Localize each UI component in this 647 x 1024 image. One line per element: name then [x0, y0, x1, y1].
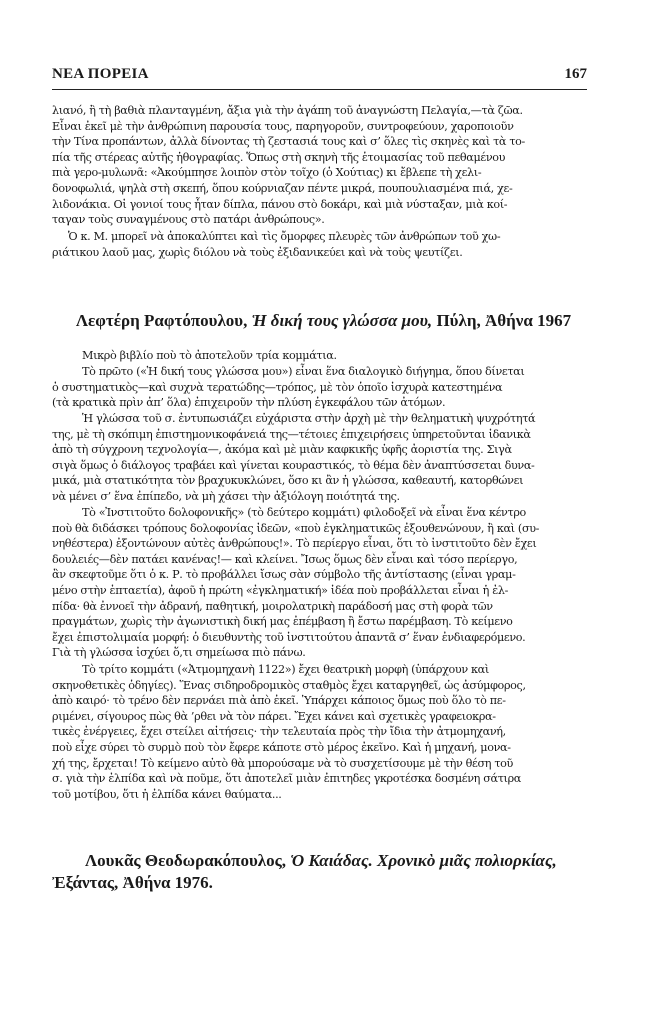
page-header [52, 66, 587, 86]
review-1-book-title: Ἡ δική τους γλώσσα μου, [251, 311, 433, 330]
review-1-paragraph-4: Τὸ «Ἰνστιτοῦτο δολοφονικῆς» (τὸ δεύτερο κομμάτι) φιλοδοξεῖ νὰ εἶναι ἕνα κέντρο ποὺ θὰ διδάσκει τρόπους δολοφονίας ἰδεῶν, «ποὺ ἐγκληματικῶς ἐξουθενώνουν, ἢ καὶ (συ- νηθέστερα) ἐξοντώνουν αὐτὲς ἀνθρώπους!». Τὸ περίεργο εἶναι, ὅτι τὸ ἰνστιτοῦτο δὲν ἔχει δουλειές—δὲν πατάει κανένας!— καὶ κλείνει. Ἴσως ὅμως δὲν εἶναι καὶ τόσο περίεργο, ἂν σκεφτοῦμε ὅτι ὁ κ. Ρ. τὸ προβάλλει ἴσως σὰν σύμβολο τῆς ἀντίστασης (εἶναι γραμ- μένο στὴν ἑπταετία), ἀφοῦ ἡ πρώτη «ἐγκληματική» ἰδέα ποὺ προβάλλεται εἶναι ἡ ἐλ- πίδα· θὰ ἐννοεῖ τὴν ἀδρανή, παθητική, μοιρολατρικὴ παράδοσή μας στὴ φορὰ τῶν πραγμάτων, χωρὶς τὴν ἀγωνιστικὴ δική μας ἐπέμβαση ἢ ἔστω παρέμβαση. Τὸ κείμενο ἔχει ἐπιστολιμαία μορφή: ὁ διευθυντὴς τοῦ ἰνστιτούτου ἀπαντᾶ σ’ ἕναν ἐνδιαφερόμενο. Γιὰ τὴ γλώσσα ἰσχύει ὅ,τι σημείωσα πιὸ πάνω. [52, 506, 540, 660]
review-1-paragraph-1: Μικρὸ βιβλίο ποὺ τὸ ἀποτελοῦν τρία κομμάτια. [82, 349, 337, 362]
continuation-paragraph-1: λιανό, ἢ τὴ βαθιὰ πλανταγμένη, ἄξια γιὰ τὴν ἀγάπη τοῦ ἀναγνώστη Πελαγία,—τὰ ζῶα. Εἶναι ἐκεῖ μὲ τὴν ἀνθρώπινη παρουσία τους, παρηγοροῦν, συντροφεύουν, χαροποιοῦν τὴν Τίνα προπάντων, ἀλλὰ δίνοντας τὴ ζεστασιά τους καὶ σ’ ὅλες τὶς σκηνὲς καὶ τὰ το- πία τῆς στέρεας αὐτῆς ἠθογραφίας. Ὅπως στὴ σκηνὴ τῆς ἑτοιμασίας τοῦ πεθαμένου πιὰ γερο-μυλωνᾶ: «Ἀκούμπησε λοιπὸν στὸν τοῖχο (ὁ Χούτιας) κι ἔβλεπε τὴ χελι- δονοφωλιά, ψηλὰ στὴ σκεπή, ὅπου κούρνιαζαν πέντε μικρά, πουπουλιασμένα πιά, χε- λιδονάκια. Οἱ γονιοί τους ἦταν δίπλα, πάνου στὸ δοκάρι, καὶ μιὰ νύσταξαν, μιὰ κοί- ταγαν τοὺς συναγμένους στὸ πατάρι ἀνθρώπους». [52, 104, 525, 227]
review-1-author: Λεφτέρη Ραφτόπουλου, [75, 311, 248, 330]
review-1-paragraph-3: Ἡ γλώσσα τοῦ σ. ἐντυπωσιάζει εὐχάριστα στὴν ἀρχὴ μὲ τὴν θεληματικὴ ψυχρότητά της, μὲ τὴ σκόπιμη ἐπιστημονικοφάνειά της—τέτοιες ἐπιχειρήσεις ὑπηρετοῦνται ἰδανικὰ ἀπὸ τὴ σύγχρονη τεχνολογία—, ἀκόμα καὶ μὲ μιὰν καφκικῆς ὑφῆς ἀοριστία της. Σιγὰ σιγὰ ὅμως ὁ διάλογος τραβάει καὶ γίνεται κουραστικός, τὸ θέμα δὲν ἀναπτύσσεται δυνα- μικά, μιὰ στατικότητα τὸν βραχυκυκλώνει, ὅσο κι ἂν ἡ γλώσσα, καθεαυτή, κατορθώνει νὰ μένει σ’ ἕνα ἐπίπεδο, νὰ μὴ χάσει τὴν ἀξιόλογη ποιότητά της. [52, 412, 536, 503]
header-rule [52, 89, 587, 90]
review-2-book-title: Ὁ Καιάδας. Χρονικὸ μιᾶς πολιορκίας, [290, 851, 557, 870]
journal-name: ΝΕΑ ΠΟΡΕΙΑ [52, 66, 149, 82]
page-number: 167 [564, 66, 587, 82]
review-2-publisher: Ἐξάντας, Ἀθήνα 1976. [52, 873, 213, 892]
continuation-paragraph-2: Ὁ κ. Μ. μπορεῖ νὰ ἀποκαλύπτει καὶ τὶς ὄμορφες πλευρὲς τῶν ἀνθρώπων τοῦ χω- ριάτικου λαοῦ μας, χωρὶς διόλου νὰ τοὺς ἐξιδανικεύει καὶ νὰ τοὺς ψευτίζει. [52, 230, 501, 259]
review-2-heading [52, 850, 597, 894]
review-1-paragraph-5: Τὸ τρίτο κομμάτι («Ἀτμομηχανὴ 1122») ἔχει θεατρικὴ μορφὴ (ὑπάρχουν καὶ σκηνοθετικὲς ὁδηγίες). Ἕνας σιδηροδρομικὸς σταθμὸς ἔχει καταργηθεῖ, ὡς ἀσύμφορος, ἀπὸ καιρό· τὸ τρένο δὲν περνάει πιὰ ἀπὸ ἐκεῖ. Ὑπάρχει κάποιος ὅμως ποὺ ὅλο τὸ πε- ριμένει, σίγουρος πὼς θὰ ’ρθει νὰ τὸν πάρει. Ἔχει κάνει καὶ σχετικὲς γραφειοκρα- τικὲς ἐνέργειες, ἔχει στείλει αἰτήσεις· τὴν τελευταία πρὸς τὴν ἴδια τὴν ἀτμομηχανή, ποὺ εἶχε σύρει τὸ συρμὸ ποὺ τὸν ἔφερε κάποτε στὸ μέρος ἐκεῖνο. Καὶ ἡ μηχανή, μονα- χή της, ἔρχεται! Τὸ κείμενο αὐτὸ θὰ μπορούσαμε νὰ τὸ συσχετίσουμε μὲ τὴν θέση τοῦ σ. γιὰ τὴν ἐλπίδα καὶ νὰ ποῦμε, ὅτι ἀποτελεῖ μιὰν ἐπιτηδες γκροτέσκα δοσμένη σάτιρα τοῦ μοτίβου, ὅτι ἡ ἐλπίδα κάνει θαύματα... [52, 663, 526, 801]
review-1-heading [0, 310, 647, 332]
review-1-publisher: Πύλη, Ἀθήνα 1967 [436, 311, 572, 330]
review-2-author: Λουκᾶς Θεοδωρακόπουλος, [85, 851, 287, 870]
review-1-paragraph-2: Τὸ πρῶτο («Ἡ δική τους γλώσσα μου») εἶναι ἕνα διαλογικὸ διήγημα, ὅπου δίνεται ὁ συστηματικὸς—καὶ συχνὰ τερατώδης—τρόπος, μὲ τὸν ὁποῖο ἰσχυρὰ κατεστημένα (τὰ κρατικὰ πρὶν ἀπ’ ὅλα) ἐπιχειροῦν τὴν πλύση ἐγκεφάλου τῶν ἀτόμων. [52, 365, 525, 410]
